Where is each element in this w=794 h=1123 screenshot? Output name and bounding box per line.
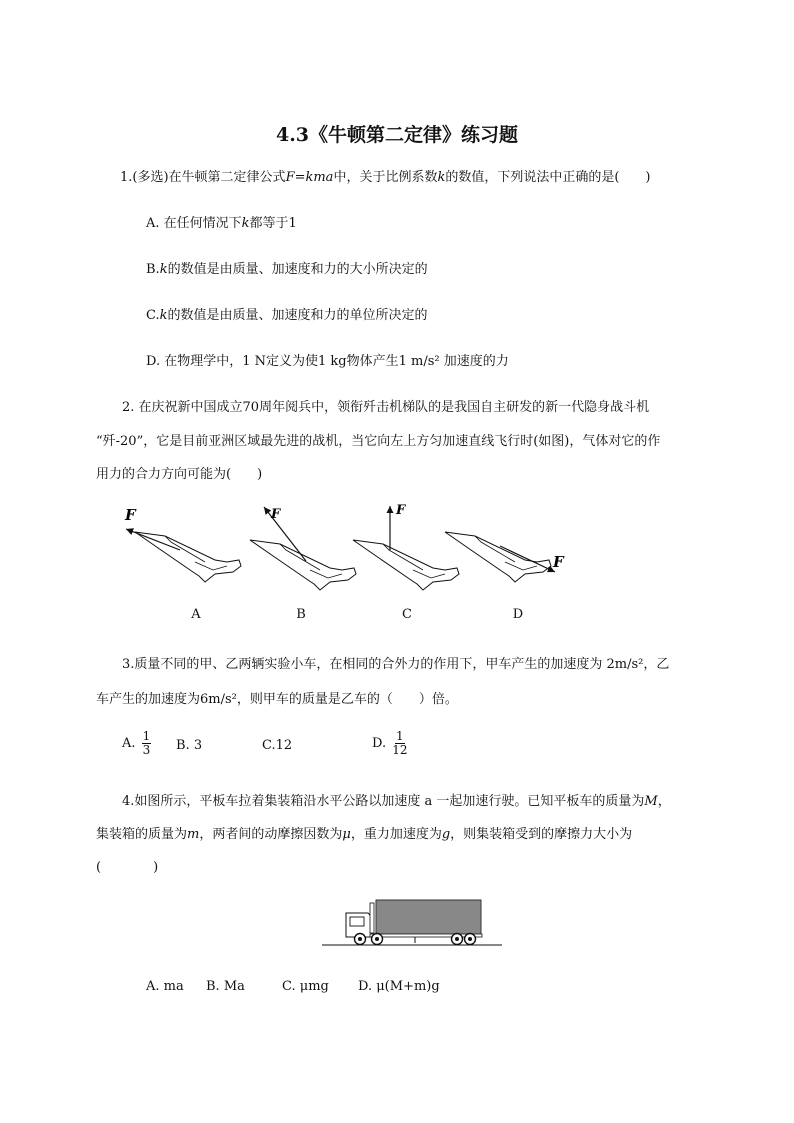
jet-label-d: D <box>512 607 524 622</box>
jet-b <box>250 507 356 590</box>
q1-option-a-post: 都等于1 <box>249 216 297 231</box>
q4-option-b[interactable]: B. Ma <box>206 979 245 994</box>
q1-stem <box>120 166 651 185</box>
q3-option-a[interactable] <box>122 730 151 757</box>
q4-m: m <box>187 827 200 842</box>
q1-option-c-k: k <box>159 308 168 323</box>
q1-option-a-k: k <box>241 216 250 231</box>
q1-option-a[interactable] <box>146 212 297 231</box>
q3-option-d-den: 12 <box>392 743 408 757</box>
q3-option-d-pre: D. <box>372 736 387 751</box>
q3-option-a-fraction <box>142 730 152 757</box>
q4-mu: μ <box>342 827 351 842</box>
q4-line1 <box>122 790 671 809</box>
jet-diagrams <box>100 496 600 596</box>
q1-k: k <box>437 170 446 185</box>
q3-option-a-pre: A. <box>122 736 136 751</box>
q3-option-d-num: 1 <box>396 729 404 743</box>
jet-label-b: B <box>296 607 306 622</box>
q2-line1: 2. 在庆祝新中国成立70周年阅兵中，领衔歼击机梯队的是我国自主研发的新一代隐身战斗机 <box>122 400 650 415</box>
q1-option-d[interactable]: D. 在物理学中，1 N定义为使1 kg物体产生1 m/s² 加速度的力 <box>146 354 509 369</box>
q4-line2 <box>96 823 632 842</box>
force-label-b: F <box>271 507 281 522</box>
q4-M: M <box>644 794 658 809</box>
q3-option-d-fraction <box>392 730 407 757</box>
q1-stem-mid: 中，关于比例系数 <box>333 170 438 185</box>
force-label-c: F <box>396 503 406 518</box>
force-label-a: F <box>125 506 136 524</box>
jet-c <box>353 503 459 590</box>
q1-stem-post: 的数值，下列说法中正确的是( ) <box>445 170 651 185</box>
truck-diagram <box>320 893 505 953</box>
q3-option-a-num: 1 <box>142 729 151 743</box>
q1-option-c-post: 的数值是由质量、加速度和力的单位所决定的 <box>167 308 428 323</box>
q3-line2: 车产生的加速度为6m/s²，则甲车的质量是乙车的（ ）倍。 <box>96 692 458 707</box>
q4-g: g <box>441 827 451 842</box>
q1-stem-pre: 1.(多选)在牛顿第二定律公式 <box>120 170 286 185</box>
q3-option-a-den: 3 <box>142 743 151 757</box>
q4-line3: ( ) <box>96 860 159 875</box>
q1-option-b-pre: B. <box>146 262 160 277</box>
q4-line1-post: ， <box>657 794 671 809</box>
jet-d <box>445 532 565 582</box>
q3-option-c[interactable]: C.12 <box>262 738 293 753</box>
q3-option-b[interactable]: B. 3 <box>176 738 203 753</box>
jet-label-a: A <box>191 607 201 622</box>
q2-line3: 用力的合力方向可能为( ) <box>96 467 263 482</box>
q1-option-b-k: k <box>159 262 168 277</box>
q1-option-a-pre: A. 在任何情况下 <box>146 216 242 231</box>
q2-line2: “歼-20”，它是目前亚洲区域最先进的战机，当它向左上方匀加速直线飞行时(如图)，气体对它的作 <box>96 434 661 449</box>
q4-option-d[interactable]: D. μ(M+m)g <box>358 979 440 994</box>
jet-label-c: C <box>402 607 412 622</box>
jet-a <box>124 506 241 582</box>
q4-line2-post: ，则集装箱受到的摩擦力大小为 <box>450 827 633 842</box>
q1-option-c-pre: C. <box>146 308 160 323</box>
q4-line2-pre: 集装箱的质量为 <box>96 827 188 842</box>
q3-option-d[interactable] <box>372 730 408 757</box>
q4-line1-pre: 4.如图所示，平板车拉着集装箱沿水平公路以加速度 a 一起加速行驶。已知平板车的质量为 <box>122 794 645 809</box>
q4-option-c[interactable]: C. μmg <box>282 979 329 994</box>
q1-formula: F=kma <box>285 170 334 185</box>
page-title: 4.3《牛顿第二定律》练习题 <box>275 124 519 146</box>
force-label-d: F <box>553 553 564 571</box>
q1-option-c[interactable] <box>146 304 428 323</box>
q1-option-b[interactable] <box>146 258 428 277</box>
q4-line2-mid1: ，两者间的动摩擦因数为 <box>199 827 343 842</box>
q4-line2-mid2: ，重力加速度为 <box>350 827 442 842</box>
q1-option-b-post: 的数值是由质量、加速度和力的大小所决定的 <box>167 262 428 277</box>
container-box <box>376 900 481 935</box>
q4-option-a[interactable]: A. ma <box>146 979 184 994</box>
q3-line1: 3.质量不同的甲、乙两辆实验小车，在相同的合外力的作用下，甲车产生的加速度为 2m/s²，乙 <box>122 657 670 672</box>
